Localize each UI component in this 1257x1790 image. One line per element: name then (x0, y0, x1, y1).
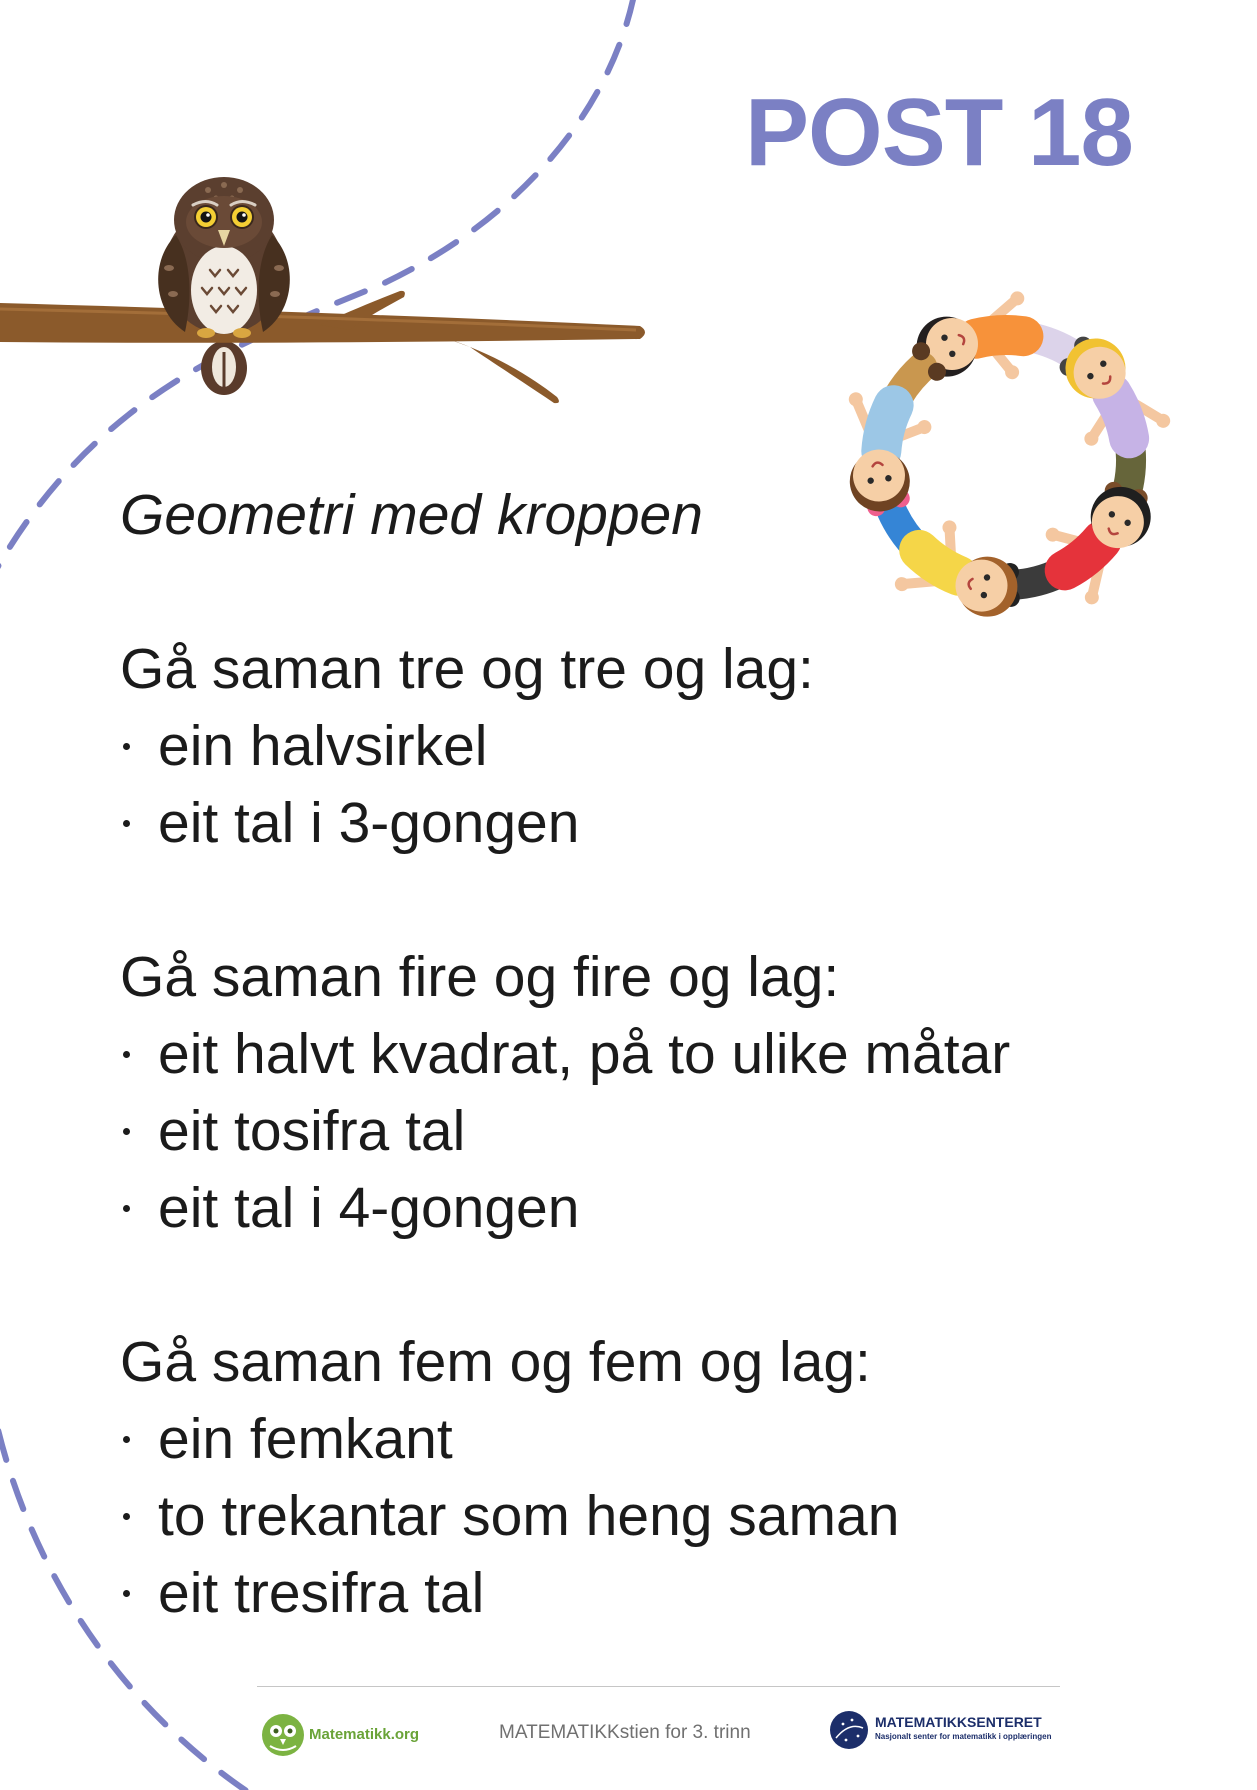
owl-tail (201, 341, 247, 395)
task-intro: Gå saman fire og fire og lag: (120, 945, 840, 1009)
branch (0, 291, 645, 403)
bullet (123, 1128, 130, 1135)
owl-eye-left (194, 205, 218, 229)
task-section-five (120, 1324, 899, 1632)
list-item (120, 1170, 1010, 1247)
list-item-text: eit tresifra tal (158, 1561, 485, 1625)
children-holding-hands-circle-illustration (818, 291, 1193, 649)
bullet (123, 1205, 130, 1212)
footer-divider (257, 1686, 1060, 1687)
list-item (120, 785, 814, 862)
branch-twig-down (448, 339, 559, 403)
list-item (120, 708, 814, 785)
list-item (120, 1478, 899, 1555)
matematikk-org-logo-text: Matematikk.org (309, 1726, 420, 1743)
list-item (120, 1401, 899, 1478)
list-item-text: ein halvsirkel (158, 714, 488, 778)
branch-main (0, 303, 645, 343)
child-1-eye (941, 335, 947, 341)
list-item (120, 1016, 1010, 1093)
owl-foot-left (197, 328, 215, 338)
child-4-shirt (918, 548, 959, 579)
list-item-text: eit halvt kvadrat, på to ulike måtar (158, 1022, 1011, 1086)
post-title: POST 18 (745, 79, 1133, 186)
list-item-text: eit tosifra tal (158, 1099, 466, 1163)
child-3-shirt (1063, 540, 1104, 571)
bullet (123, 1051, 130, 1058)
footer-series-title: MATEMATIKKstien for 3. trinn (499, 1722, 751, 1743)
child-4-hand (940, 518, 960, 538)
bullet (123, 820, 130, 827)
task-intro: Gå saman fem og fem og lag: (120, 1330, 871, 1394)
matematikksenteret-logo-subtitle: Nasjonalt senter for matematikk i opplæringen (875, 1732, 1052, 1741)
owl-on-branch-illustration (0, 177, 645, 403)
child-3-hand (1082, 588, 1102, 608)
owl (158, 177, 290, 338)
child-1-shirt (976, 335, 1024, 339)
owl-eye-right (230, 205, 254, 229)
bullet (123, 1436, 130, 1443)
child-1-eye (949, 351, 955, 357)
list-item (120, 1093, 1010, 1170)
child-1-hand (1005, 365, 1019, 379)
bullet (123, 1513, 130, 1520)
owl-foot-right (233, 328, 251, 338)
activity-heading: Geometri med kroppen (120, 483, 703, 547)
list-item-text: eit tal i 3-gongen (158, 791, 580, 855)
matematikksenteret-logo-icon (830, 1711, 868, 1749)
child-1-hand (1010, 291, 1024, 305)
list-item-text: eit tal i 4-gongen (158, 1176, 580, 1240)
bullet (123, 1590, 130, 1597)
owl-logo-icon (262, 1714, 304, 1756)
child-3 (984, 473, 1178, 647)
child-4-hand (892, 574, 912, 594)
owl-belly (191, 246, 257, 334)
task-section-three (120, 631, 814, 862)
task-section-four (120, 939, 1010, 1247)
bullet (123, 743, 130, 750)
task-intro: Gå saman tre og tre og lag: (120, 637, 814, 701)
list-item (120, 1555, 899, 1632)
child-2-shirt (1112, 393, 1130, 439)
list-item-text: to trekantar som heng saman (158, 1484, 900, 1548)
matematikksenteret-logo-title: MATEMATIKKSENTERET (875, 1714, 1042, 1730)
child-5-shirt (878, 405, 896, 451)
list-item-text: ein femkant (158, 1407, 453, 1471)
